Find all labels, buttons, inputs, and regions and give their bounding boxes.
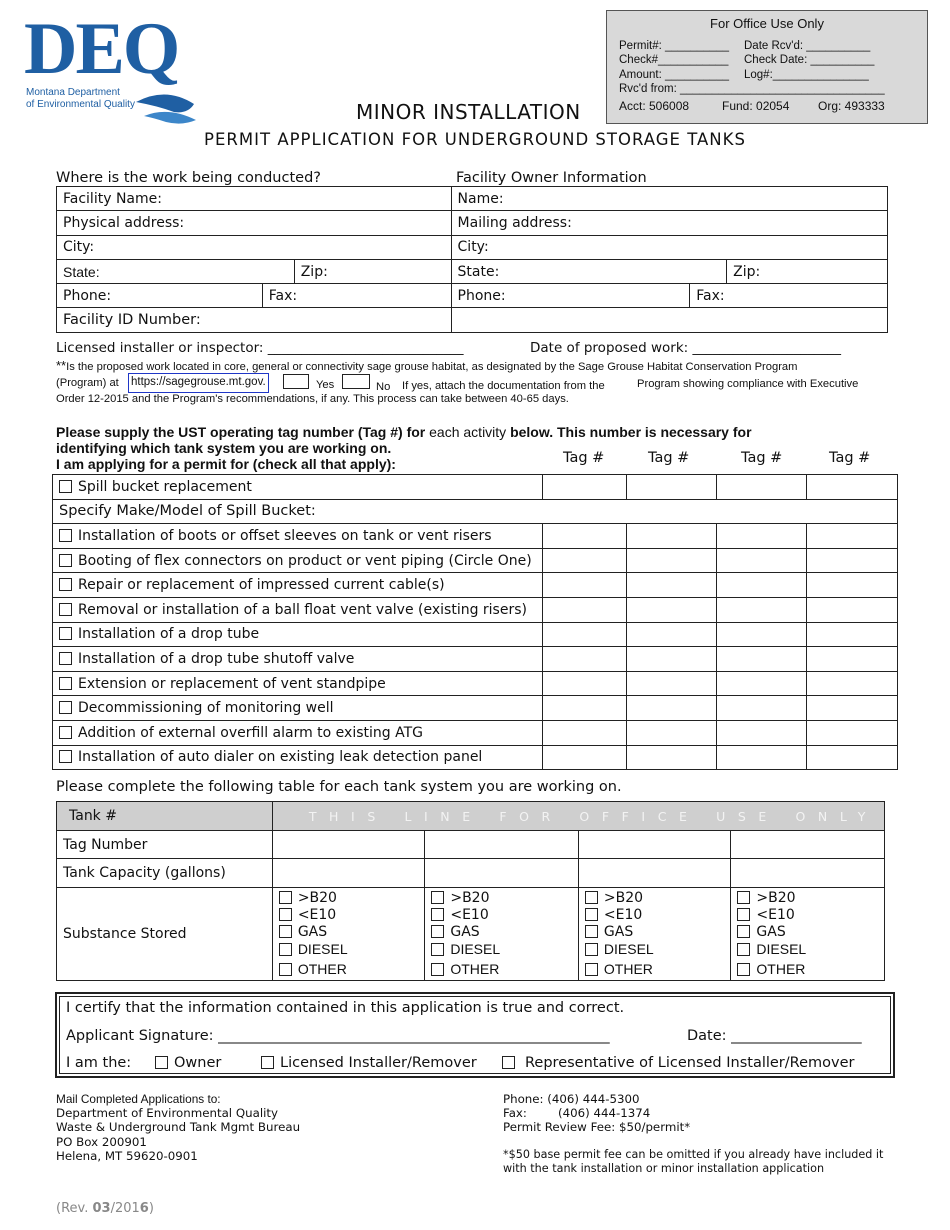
mail-line4: PO Box 200901 xyxy=(56,1134,147,1149)
activity-label: Spill bucket replacement xyxy=(78,478,252,495)
logo-letters: DEQ xyxy=(24,8,179,90)
option-label: GAS xyxy=(756,924,786,940)
sage-yes-box[interactable] xyxy=(283,374,309,389)
tag-cell[interactable] xyxy=(716,696,807,721)
checkbox-installer[interactable] xyxy=(261,1056,274,1069)
tag-cell[interactable] xyxy=(626,671,716,696)
option-label: OTHER xyxy=(603,961,653,977)
option-label: DIESEL xyxy=(756,941,807,957)
activity-label: Installation of boots or offset sleeves on tank or vent risers xyxy=(78,527,492,544)
checkbox[interactable] xyxy=(59,529,72,542)
tag-cell[interactable] xyxy=(807,745,898,770)
checkbox[interactable] xyxy=(737,943,750,956)
tag-cell[interactable] xyxy=(626,475,716,500)
substance-cell xyxy=(578,888,731,981)
physical-address-field[interactable]: Physical address: xyxy=(57,211,452,235)
option-label: OTHER xyxy=(450,961,500,977)
mail-line2: Department of Environmental Quality xyxy=(56,1106,278,1121)
capacity-cell[interactable] xyxy=(578,859,731,888)
tag-cell[interactable] xyxy=(626,524,716,549)
capacity-cell[interactable] xyxy=(425,859,579,888)
office-permit: Permit#: __________ xyxy=(619,39,729,52)
checkbox[interactable] xyxy=(59,677,72,690)
substance-cell xyxy=(272,888,425,981)
activity-label: Installation of a drop tube shutoff valve xyxy=(78,650,355,667)
tank-number-label: Tank # xyxy=(57,802,273,831)
make-model-field[interactable]: Specify Make/Model of Spill Bucket: xyxy=(53,499,898,524)
tag-cell[interactable] xyxy=(807,671,898,696)
tag-cell[interactable] xyxy=(716,622,807,647)
sage-prefix: (Program) at xyxy=(56,377,119,389)
activity-row xyxy=(53,548,898,573)
facility-name-field[interactable]: Facility Name: xyxy=(57,187,452,211)
revision-label xyxy=(56,1201,154,1216)
tag-number-cell[interactable] xyxy=(425,831,579,859)
owner-fax-field[interactable]: Fax: xyxy=(690,284,888,308)
activity-label: Addition of external overfill alarm to existing ATG xyxy=(78,724,423,741)
checkbox[interactable] xyxy=(585,925,598,938)
tag-cell[interactable] xyxy=(542,745,626,770)
checkbox[interactable] xyxy=(279,963,292,976)
mail-line3: Waste & Underground Tank Mgmt Bureau xyxy=(56,1120,301,1135)
activity-label: Repair or replacement of impressed current cable(s) xyxy=(78,577,445,594)
checkbox[interactable] xyxy=(59,554,72,567)
checkbox[interactable] xyxy=(59,480,72,493)
checkbox[interactable] xyxy=(737,963,750,976)
supply-bold1: Please supply the UST operating tag number (Tag #) for xyxy=(56,424,426,440)
office-title: For Office Use Only xyxy=(710,16,824,31)
mail-line1: Mail Completed Applications to: xyxy=(56,1092,221,1106)
tag-header-3: Tag # xyxy=(741,450,783,466)
rev-open: (Rev. xyxy=(56,1201,93,1216)
owner-label: Owner xyxy=(174,1055,222,1071)
sage-grouse-notice xyxy=(56,358,916,407)
tag-cell[interactable] xyxy=(626,573,716,598)
office-use-box xyxy=(606,10,928,124)
option-label: OTHER xyxy=(297,961,347,977)
checkbox[interactable] xyxy=(59,652,72,665)
checkbox[interactable] xyxy=(585,963,598,976)
iam-label: I am the: xyxy=(66,1055,132,1071)
tank-table xyxy=(56,801,885,981)
proposed-work-date-line[interactable]: Date of proposed work: ______________________ xyxy=(530,340,841,356)
tag-cell[interactable] xyxy=(807,475,898,500)
sage-text3: Program showing compliance with Executive xyxy=(637,378,859,390)
tag-cell[interactable] xyxy=(626,622,716,647)
checkbox[interactable] xyxy=(59,750,72,763)
office-fund: Fund: 02054 xyxy=(722,98,790,113)
certification-box xyxy=(55,992,895,1078)
capacity-cell[interactable] xyxy=(272,859,425,888)
tag-number-cell[interactable] xyxy=(731,831,885,859)
tag-header-4: Tag # xyxy=(829,450,871,466)
checkbox-representative[interactable] xyxy=(502,1056,515,1069)
option-label: <E10 xyxy=(297,907,337,923)
activity-row xyxy=(53,696,898,721)
activity-label: Decommissioning of monitoring well xyxy=(78,700,334,717)
contact-fax: (406) 444-1374 xyxy=(558,1106,651,1121)
office-date-rcvd: Date Rcv'd: __________ xyxy=(744,39,871,52)
applicant-signature-line[interactable]: Applicant Signature: ______________________________________________________ xyxy=(66,1028,610,1044)
activity-row xyxy=(53,647,898,672)
tag-cell[interactable] xyxy=(807,548,898,573)
tag-header-1: Tag # xyxy=(563,450,605,466)
form-subtitle: PERMIT APPLICATION FOR UNDERGROUND STORAGE TANKS xyxy=(204,130,746,149)
owner-state-field[interactable]: State: xyxy=(451,259,727,283)
option-label: GAS xyxy=(603,924,634,940)
option-label: >B20 xyxy=(450,890,490,906)
contact-note1: *$50 base permit fee can be omitted if you already have included it xyxy=(503,1147,884,1161)
owner-name-field[interactable]: Name: xyxy=(451,187,887,211)
sage-text1: Is the proposed work located in core, general or connectivity sage grouse habitat, as designated by the Sage Grouse Habitat Conservation Program xyxy=(66,361,798,373)
option-label: >B20 xyxy=(756,890,796,906)
checkbox[interactable] xyxy=(59,627,72,640)
tag-cell[interactable] xyxy=(807,524,898,549)
mail-line5: Helena, MT 59620-0901 xyxy=(56,1148,198,1163)
city-field[interactable]: City: xyxy=(57,235,452,259)
option-label: OTHER xyxy=(756,961,806,977)
sage-yes-label: Yes xyxy=(316,379,335,391)
option-label: DIESEL xyxy=(450,941,501,957)
activity-row xyxy=(53,597,898,622)
checkbox[interactable] xyxy=(59,578,72,591)
checkbox[interactable] xyxy=(279,943,292,956)
facility-right-header: Facility Owner Information xyxy=(456,170,647,186)
checkbox[interactable] xyxy=(279,925,292,938)
logo-line1: Montana Department xyxy=(26,87,120,98)
tag-cell[interactable] xyxy=(626,720,716,745)
facility-id-field[interactable]: Facility ID Number: xyxy=(57,308,452,332)
tag-cell[interactable] xyxy=(716,475,807,500)
checkbox[interactable] xyxy=(431,891,444,904)
sage-no-label: No xyxy=(376,381,391,393)
rev-month: 03 xyxy=(92,1201,111,1216)
tag-cell[interactable] xyxy=(807,573,898,598)
tag-number-label: Tag Number xyxy=(57,831,273,859)
sage-stars: ** xyxy=(56,358,67,373)
checkbox[interactable] xyxy=(737,925,750,938)
representative-label: Representative of Licensed Installer/Remover xyxy=(525,1055,855,1071)
fax-field[interactable]: Fax: xyxy=(262,284,451,308)
checkbox[interactable] xyxy=(59,701,72,714)
tag-cell[interactable] xyxy=(716,720,807,745)
facility-left-header: Where is the work being conducted? xyxy=(56,170,321,186)
mailing-address-field[interactable]: Mailing address: xyxy=(451,211,887,235)
tag-cell[interactable] xyxy=(542,622,626,647)
option-label: DIESEL xyxy=(603,941,654,957)
tag-cell[interactable] xyxy=(716,524,807,549)
supply-normal1: each activity xyxy=(429,424,507,440)
checkbox-owner[interactable] xyxy=(155,1056,168,1069)
tag-cell[interactable] xyxy=(626,647,716,672)
checkbox[interactable] xyxy=(737,891,750,904)
certify-date-line[interactable]: Date: __________________ xyxy=(687,1028,862,1044)
tag-cell[interactable] xyxy=(626,597,716,622)
activity-row xyxy=(53,671,898,696)
office-rcvd-from: Rvc'd from: ________________________________ xyxy=(619,83,885,95)
contact-fax-label: Fax: xyxy=(503,1106,527,1121)
checkbox[interactable] xyxy=(737,908,750,921)
activities-table xyxy=(52,474,898,770)
tag-cell[interactable] xyxy=(542,720,626,745)
tag-cell[interactable] xyxy=(716,548,807,573)
checkbox[interactable] xyxy=(59,726,72,739)
installer-label: Licensed Installer/Remover xyxy=(280,1055,477,1071)
activity-label: Removal or installation of a ball float vent valve (existing risers) xyxy=(78,601,527,618)
mail-address xyxy=(56,1092,300,1163)
facility-table xyxy=(56,186,888,333)
tag-number-cell[interactable] xyxy=(272,831,425,859)
checkbox[interactable] xyxy=(431,925,444,938)
tag-cell[interactable] xyxy=(716,573,807,598)
office-amount: Amount: __________ xyxy=(619,68,729,81)
tag-cell[interactable] xyxy=(542,597,626,622)
office-use-line: THIS LINE FOR OFFICE USE ONLY xyxy=(272,802,884,831)
checkbox[interactable] xyxy=(585,891,598,904)
activity-label: Installation of a drop tube xyxy=(78,626,260,643)
contact-fee: Permit Review Fee: $50/permit* xyxy=(503,1120,691,1135)
tank-table-intro: Please complete the following table for each tank system you are working on. xyxy=(56,779,622,795)
deq-logo xyxy=(24,8,189,122)
checkbox[interactable] xyxy=(585,943,598,956)
checkbox[interactable] xyxy=(585,908,598,921)
state-field[interactable]: State: xyxy=(57,259,295,283)
logo-line2: of Environmental Quality xyxy=(26,99,135,110)
owner-city-field[interactable]: City: xyxy=(451,235,887,259)
facility-id-blank[interactable] xyxy=(451,308,887,332)
option-label: <E10 xyxy=(603,907,643,923)
phone-field[interactable]: Phone: xyxy=(57,284,263,308)
rev-year: 6 xyxy=(139,1201,149,1216)
tag-cell[interactable] xyxy=(807,647,898,672)
office-org: Org: 493333 xyxy=(818,98,885,113)
activity-row xyxy=(53,745,898,770)
tag-number-cell[interactable] xyxy=(578,831,731,859)
logo-wave-icon xyxy=(136,78,198,128)
supply-bold2: below. This number is necessary for xyxy=(510,424,752,440)
tag-cell[interactable] xyxy=(716,745,807,770)
checkbox[interactable] xyxy=(431,908,444,921)
owner-phone-field[interactable]: Phone: xyxy=(451,284,690,308)
capacity-cell[interactable] xyxy=(731,859,885,888)
tag-cell[interactable] xyxy=(626,696,716,721)
tag-cell[interactable] xyxy=(716,671,807,696)
sage-text2: If yes, attach the documentation from the xyxy=(402,380,605,392)
sage-no-box[interactable] xyxy=(342,374,370,389)
checkbox[interactable] xyxy=(431,943,444,956)
activity-label: Booting of flex connectors on product or vent piping (Circle One) xyxy=(78,552,532,569)
tag-header-2: Tag # xyxy=(648,450,690,466)
rev-mid: /201 xyxy=(110,1201,140,1216)
checkbox[interactable] xyxy=(279,908,292,921)
tag-cell[interactable] xyxy=(716,647,807,672)
tag-cell[interactable] xyxy=(542,696,626,721)
contact-info xyxy=(503,1092,883,1176)
option-label: GAS xyxy=(450,924,480,940)
tag-cell[interactable] xyxy=(807,696,898,721)
option-label: GAS xyxy=(297,924,328,940)
option-label: <E10 xyxy=(756,907,795,923)
contact-phone: Phone: (406) 444-5300 xyxy=(503,1092,640,1106)
tag-cell[interactable] xyxy=(542,475,626,500)
activity-row xyxy=(53,573,898,598)
substance-cell xyxy=(425,888,579,981)
checkbox[interactable] xyxy=(431,963,444,976)
office-log: Log#:_______________ xyxy=(744,68,869,81)
substance-stored-label: Substance Stored xyxy=(57,888,273,981)
option-label: >B20 xyxy=(297,890,337,906)
tag-cell[interactable] xyxy=(542,647,626,672)
form-title: MINOR INSTALLATION xyxy=(356,100,581,124)
tank-capacity-label: Tank Capacity (gallons) xyxy=(57,859,273,888)
activity-row xyxy=(53,622,898,647)
office-check-date: Check Date: __________ xyxy=(744,54,875,66)
substance-cell xyxy=(731,888,885,981)
zip-field[interactable]: Zip: xyxy=(294,259,451,283)
contact-note2: with the tank installation or minor installation application xyxy=(503,1161,825,1175)
office-acct: Acct: 506008 xyxy=(619,98,690,113)
sage-link[interactable]: https://sagegrouse.mt.gov. xyxy=(128,373,269,393)
owner-zip-field[interactable]: Zip: xyxy=(727,259,888,283)
tag-cell[interactable] xyxy=(542,548,626,573)
sage-text4: Order 12-2015 and the Program's recommendations, if any. This process can take between 40-65 days. xyxy=(56,393,569,405)
tag-cell[interactable] xyxy=(807,622,898,647)
activity-label: Extension or replacement of vent standpipe xyxy=(78,675,386,692)
tag-cell[interactable] xyxy=(542,573,626,598)
rev-close: ) xyxy=(148,1201,154,1216)
option-label: DIESEL xyxy=(297,941,348,957)
option-label: <E10 xyxy=(450,907,489,923)
tag-cell[interactable] xyxy=(542,524,626,549)
checkbox[interactable] xyxy=(279,891,292,904)
tag-cell[interactable] xyxy=(626,745,716,770)
supply-line2: identifying which tank system you are working on. xyxy=(56,440,392,456)
activity-row xyxy=(53,524,898,549)
activity-row xyxy=(53,720,898,745)
tag-cell[interactable] xyxy=(542,671,626,696)
licensed-installer-line[interactable]: Licensed installer or inspector: _____________________________ xyxy=(56,340,464,356)
tag-cell[interactable] xyxy=(716,597,807,622)
activity-label: Installation of auto dialer on existing leak detection panel xyxy=(78,749,483,766)
tag-cell[interactable] xyxy=(626,548,716,573)
certify-statement: I certify that the information contained in this application is true and correct. xyxy=(66,1000,625,1016)
supply-line3: I am applying for a permit for (check all that apply): xyxy=(56,456,396,472)
option-label: >B20 xyxy=(603,890,644,906)
tag-cell[interactable] xyxy=(807,597,898,622)
tag-cell[interactable] xyxy=(807,720,898,745)
activity-row-spill xyxy=(53,475,898,500)
checkbox[interactable] xyxy=(59,603,72,616)
office-check: Check#___________ xyxy=(619,54,729,66)
